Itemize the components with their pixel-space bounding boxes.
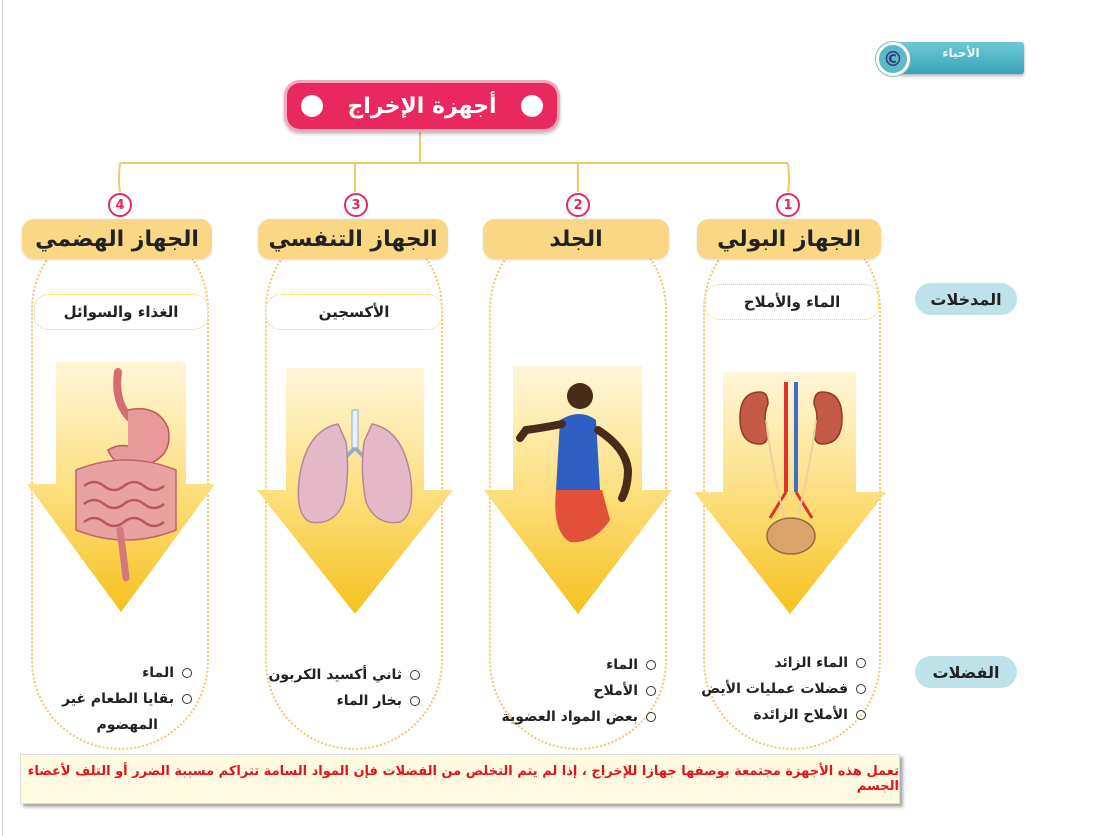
page-title-text: أجهزة الإخراج <box>347 93 497 119</box>
summary-note-text: تعمل هذه الأجهزة مجتمعة بوصفها جهازا للإخراج ، إذا لم يتم التخلص من الفضلات فإن المواد السامة تتراكم مسببة الضرر أو التلف لأعضاء الجسم <box>27 764 899 794</box>
waste-item: الأملاح <box>486 678 656 704</box>
summary-note <box>20 754 900 804</box>
number-badge-1: 1 <box>776 193 800 217</box>
number-badge-4: 4 <box>108 193 132 217</box>
waste-item: الماء الزائد <box>696 650 866 676</box>
side-label-wastes: الفضلات <box>915 656 1017 688</box>
waste-item: فضلات عمليات الأيض <box>696 676 866 702</box>
waste-item: ثاني أكسيد الكربون <box>250 662 420 688</box>
side-label-inputs: المدخلات <box>915 283 1017 315</box>
header-digestive: الجهاز الهضمي <box>22 219 212 259</box>
wastes-respiratory <box>250 662 420 714</box>
waste-item: بقايا الطعام غير <box>42 686 192 712</box>
wastes-skin <box>486 652 656 730</box>
wastes-digestive <box>42 660 192 738</box>
arrow-urinary <box>694 372 886 614</box>
header-skin: الجلد <box>483 219 669 259</box>
badge-text: الأحياء <box>942 46 980 60</box>
header-urinary: الجهاز البولي <box>697 219 881 259</box>
number-badge-2: 2 <box>566 193 590 217</box>
waste-item: الماء <box>486 652 656 678</box>
header-respiratory: الجهاز التنفسي <box>258 219 448 259</box>
input-urinary: الماء والأملاح <box>705 284 879 320</box>
copyright-icon: © <box>876 42 910 76</box>
arrow-respiratory <box>257 368 453 614</box>
number-badge-3: 3 <box>344 193 368 217</box>
input-digestive: الغذاء والسوائل <box>34 294 208 330</box>
waste-item-continued: المهضوم <box>96 717 158 733</box>
waste-item: الماء <box>42 660 192 686</box>
waste-item: بخار الماء <box>250 688 420 714</box>
waste-item: بعض المواد العضوية <box>486 704 656 730</box>
input-respiratory: الأكسجين <box>266 294 442 330</box>
wastes-urinary <box>696 650 866 728</box>
waste-item: الأملاح الزائدة <box>696 702 866 728</box>
